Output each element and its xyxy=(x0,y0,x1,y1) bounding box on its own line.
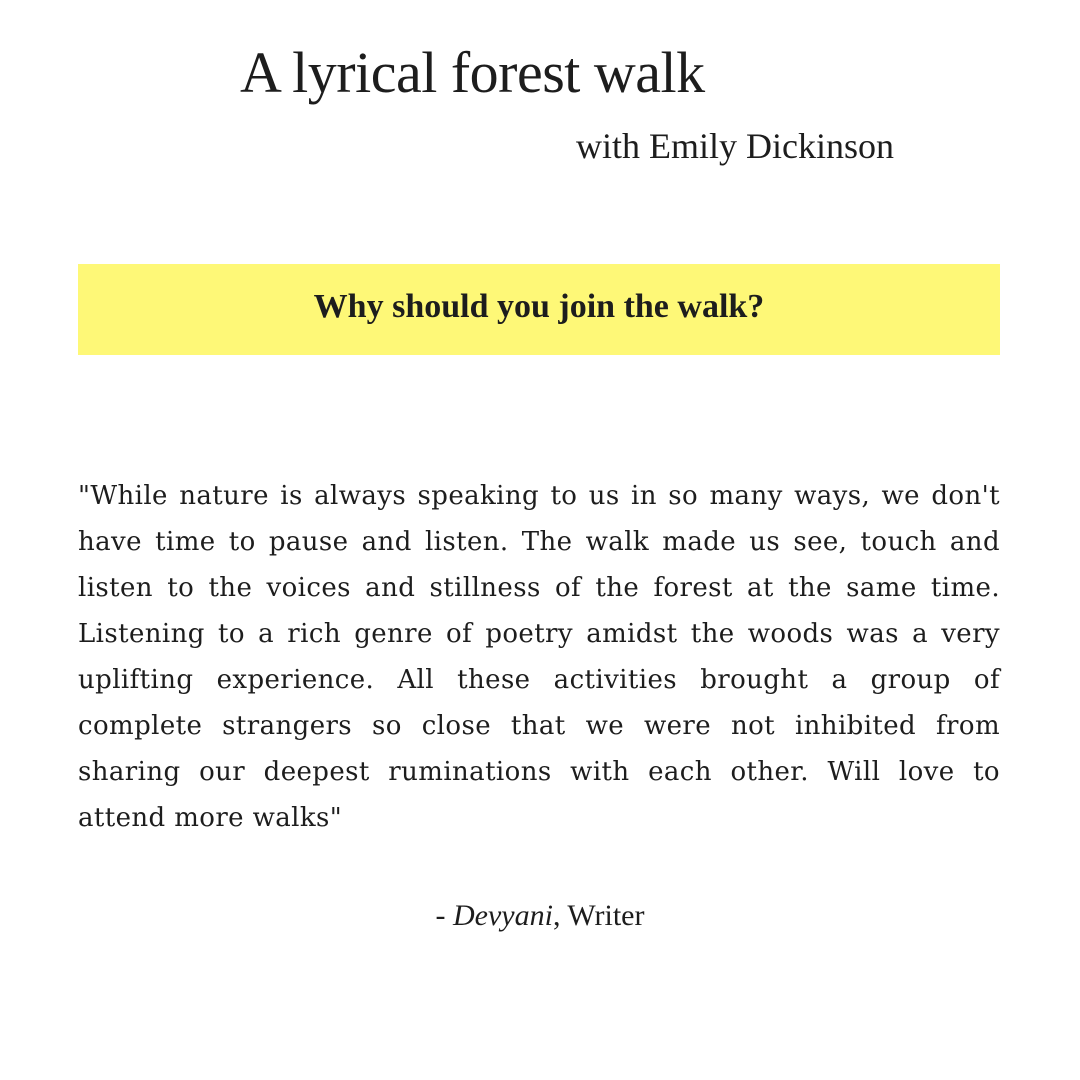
attribution-role: , Writer xyxy=(552,899,645,932)
page-subtitle: with Emily Dickinson xyxy=(576,126,894,166)
attribution-author: Devyani xyxy=(453,899,553,932)
page-title: A lyrical forest walk xyxy=(240,40,705,105)
attribution-dash: - xyxy=(435,899,446,932)
testimonial-attribution xyxy=(0,896,1080,936)
banner-heading: Why should you join the walk? xyxy=(313,287,765,325)
question-banner xyxy=(78,264,1000,355)
testimonial-quote: "While nature is always speaking to us in so many ways, we don't have time to pause and listen. The walk made us see, touch and listen to the voices and stillness of the forest at the same time. Listening to a rich genre of poetry amidst the woods was a very uplifting experience. All these activities brought a group of complete strangers so close that we were not inhibited from sharing our deepest ruminations with each other. Will love to attend more walks" xyxy=(78,481,1000,833)
